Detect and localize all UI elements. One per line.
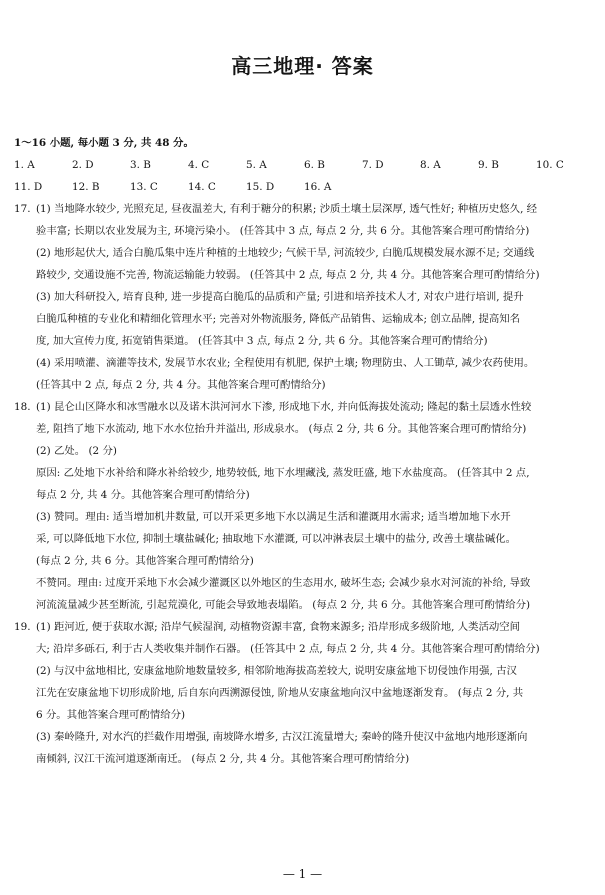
answer-line: (每点 2 分, 共 6 分。其他答案合理可酌情给分): [36, 555, 254, 567]
question-18: [14, 396, 594, 616]
answer-body: [14, 132, 594, 770]
answer-line: 验丰富; 长期以农业发展为主, 环境污染小。 (任答其中 3 点, 每点 2 分, 共 6 分。其他答案合理可酌情给分): [36, 225, 530, 237]
answer-line: 白脆瓜种植的专业化和精细化管理水平; 完善对外物流服务, 降低产品销售、运输成本; 创立品牌, 提高知名: [36, 313, 521, 325]
answer-line: (3) 加大科研投入, 培育良种, 进一步提高白脆瓜的品质和产量; 引进和培养技术人才, 对农户进行培训, 提升: [36, 291, 524, 303]
answer-line: 原因: 乙处地下水补给和降水补给较少, 地势较低, 地下水埋藏浅, 蒸发旺盛, 地下水盐度高。 (任答其中 2 点,: [36, 467, 530, 479]
question-19: [14, 616, 594, 770]
answer-line: (1) 昆仑山区降水和冰雪融水以及诺木洪河河水下渗, 形成地下水, 并向低海拔处流动; 隆起的黏土层透水性较: [36, 401, 532, 413]
answers-row-2: [14, 176, 594, 198]
question-number: 17.: [14, 203, 31, 215]
question-number: 19.: [14, 621, 31, 633]
answer-line: (3) 秦岭隆升, 对水汽的拦截作用增强, 南坡降水增多, 古汉江流量增大; 秦岭的隆升使汉中盆地内地形逐渐向: [36, 731, 528, 743]
page-number: — 1 —: [282, 867, 323, 881]
answer-line: 不赞同。理由: 过度开采地下水会减少灌溉区以外地区的生态用水, 破坏生态; 会减少泉水对河流的补给, 导致: [36, 577, 531, 589]
answer-item: 14. C: [188, 181, 216, 193]
answer-line: 度, 加大宣传力度, 拓宽销售渠道。 (任答其中 3 点, 每点 2 分, 共 6 分。其他答案合理可酌情给分): [36, 335, 488, 347]
question-17: [14, 198, 594, 396]
answer-item: 16. A: [304, 181, 332, 193]
answer-item: 6. B: [304, 159, 325, 171]
answer-item: 1. A: [14, 159, 35, 171]
answer-line: (1) 当地降水较少, 光照充足, 昼夜温差大, 有利于糖分的积累; 沙质土壤土层深厚, 透气性好; 种植历史悠久, 经: [36, 203, 538, 215]
answer-item: 12. B: [72, 181, 100, 193]
answer-line: 6 分。其他答案合理可酌情给分): [36, 709, 186, 721]
answer-line: 南倾斜, 汉江干流河道逐渐南迁。 (每点 2 分, 共 4 分。其他答案合理可酌情给分): [36, 753, 410, 765]
question-number: 18.: [14, 401, 31, 413]
answer-line: 差, 阻挡了地下水流动, 地下水水位抬升并溢出, 形成泉水。 (每点 2 分, 共 6 分。其他答案合理可酌情给分): [36, 423, 527, 435]
answers-row-1: [14, 154, 594, 176]
answer-line: 采, 可以降低地下水位, 抑制土壤盐碱化; 抽取地下水灌溉, 可以冲淋表层土壤中的盐分, 改善土壤盐碱化。: [36, 533, 517, 545]
answer-line: (4) 采用喷灌、滴灌等技术, 发展节水农业; 全程使用有机肥, 保护土壤; 物理防虫、人工锄草, 减少农药使用。: [36, 357, 535, 369]
answer-line: 路较少, 交通设施不完善, 物流运输能力较弱。 (任答其中 2 点, 每点 2 分, 共 4 分。其他答案合理可酌情给分): [36, 269, 540, 281]
answer-item: 13. C: [130, 181, 158, 193]
answer-line: 大; 沿岸多砾石, 利于古人类收集并制作石器。 (任答其中 2 点, 每点 2 分, 共 4 分。其他答案合理可酌情给分): [36, 643, 540, 655]
answer-item: 7. D: [362, 159, 384, 171]
answer-line: (1) 距河近, 便于获取水源; 沿岸气候湿润, 动植物资源丰富, 食物来源多; 沿岸形成多级阶地, 人类活动空间: [36, 621, 521, 633]
answer-line: (2) 与汉中盆地相比, 安康盆地阶地数量较多, 相邻阶地海拔高差较大, 说明安康盆地下切侵蚀作用强, 古汉: [36, 665, 517, 677]
intro-text: 1～16 小题, 每小题 3 分, 共 48 分。: [14, 137, 194, 149]
answer-item: 4. C: [188, 159, 210, 171]
page-title: 高三地理· 答案: [231, 54, 374, 78]
answer-item: 9. B: [478, 159, 499, 171]
answer-item: 5. A: [246, 159, 267, 171]
answer-item: 3. B: [130, 159, 151, 171]
answer-item: 15. D: [246, 181, 275, 193]
answer-item: 10. C: [536, 159, 564, 171]
answer-item: 8. A: [420, 159, 441, 171]
answer-line: (2) 乙处。 (2 分): [36, 445, 117, 457]
answer-line: 每点 2 分, 共 4 分。其他答案合理可酌情给分): [36, 489, 250, 501]
answer-line: 河流流量减少甚至断流, 引起荒漠化, 可能会导致地表塌陷。 (每点 2 分, 共 6 分。其他答案合理可酌情给分): [36, 599, 531, 611]
answer-item: 2. D: [72, 159, 94, 171]
answer-line: (3) 赞同。理由: 适当增加机井数量, 可以开采更多地下水以满足生活和灌溉用水需求; 适当增加地下水开: [36, 511, 511, 523]
answer-line: 江先在安康盆地下切形成阶地, 后自东向西溯源侵蚀, 阶地从安康盆地向汉中盆地逐渐发育。 (每点 2 分, 共: [36, 687, 524, 699]
answer-line: (2) 地形起伏大, 适合白脆瓜集中连片种植的土地较少; 气候干旱, 河流较少, 白脆瓜规模发展水源不足; 交通线: [36, 247, 535, 259]
answer-item: 11. D: [14, 181, 43, 193]
answer-line: (任答其中 2 点, 每点 2 分, 共 4 分。其他答案合理可酌情给分): [36, 379, 326, 391]
